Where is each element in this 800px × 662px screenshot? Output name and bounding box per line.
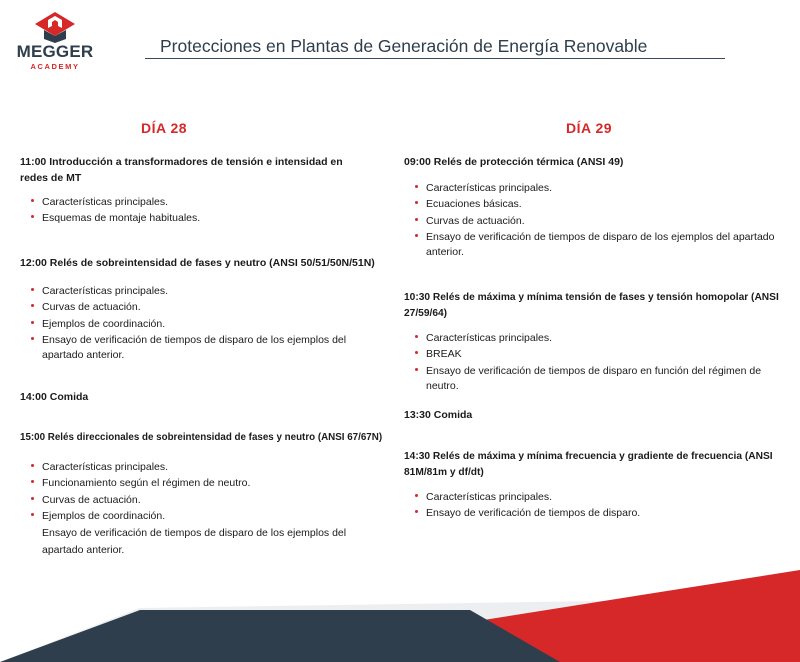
session-heading: 13:30 Comida [404,409,473,421]
list-item: Características principales. [404,181,784,196]
list-item: Características principales. [20,460,380,475]
session-items [404,490,774,521]
session-heading: 12:00 Relés de sobreintensidad de fases y neutro (ANSI 50/51/50N/51N) [20,257,375,269]
session-items [404,331,774,394]
page-title: Protecciones en Plantas de Generación de Energía Renovable [160,36,648,56]
list-item: Ejemplos de coordinación. [20,317,385,332]
list-item: Ecuaciones básicas. [404,197,784,212]
list-item: Esquemas de montaje habituales. [20,211,380,226]
list-item: Funcionamiento según el régimen de neutro. [20,476,380,491]
session-note: Ensayo de verificación de tiempos de disparo de los ejemplos del apartado anterior. [42,527,347,557]
list-item: BREAK [404,347,774,362]
day29-session-1430 [404,449,780,523]
logo-wordmark: MEGGER [16,42,94,61]
session-heading: 09:00 Relés de protección térmica (ANSI 49) [404,156,624,168]
session-items [20,284,385,363]
list-item: Curvas de actuación. [20,493,380,508]
session-items [20,195,380,226]
list-item: Características principales. [404,490,774,505]
day-28-heading: DÍA 28 [141,120,188,136]
day-29-heading: DÍA 29 [566,120,613,136]
logo-subtitle: ACADEMY [30,62,80,71]
list-item: Características principales. [20,195,380,210]
logo-emblem-icon [14,10,96,44]
day29-session-0900 [404,154,784,261]
session-heading: 14:00 Comida [20,391,89,403]
list-item: Ejemplos de coordinación. [20,509,380,524]
session-heading: 10:30 Relés de máxima y mínima tensión de fases y tensión homopolar (ANSI 27/59/64) [404,292,779,319]
list-item: Características principales. [20,284,385,299]
session-items [20,460,380,524]
list-item: Curvas de actuación. [20,300,385,315]
list-item: Ensayo de verificación de tiempos de disparo. [404,506,774,521]
megger-academy-logo [14,10,114,74]
list-item: Curvas de actuación. [404,214,784,229]
day28-session-1500 [20,430,400,559]
list-item: Ensayo de verificación de tiempos de disparo de los ejemplos del apartado anterior. [404,230,784,260]
day29-session-1330 [404,407,764,423]
session-items [404,181,784,260]
day28-session-1400 [20,389,380,405]
session-heading: 11:00 Introducción a transformadores de tensión e intensidad en redes de MT [20,156,343,184]
list-item: Características principales. [404,331,774,346]
title-divider [145,58,725,59]
list-item: Ensayo de verificación de tiempos de disparo de los ejemplos del apartado anterior. [20,333,385,363]
day28-session-1100 [20,154,380,228]
day29-session-1030 [404,290,780,395]
list-item: Ensayo de verificación de tiempos de disparo en función del régimen de neutro. [404,364,774,394]
session-heading: 14:30 Relés de máxima y mínima frecuencia y gradiente de frecuencia (ANSI 81M/81m y df/dt) [404,451,773,478]
day28-session-1200 [20,255,390,364]
session-heading: 15:00 Relés direccionales de sobreintensidad de fases y neutro (ANSI 67/67N) [20,432,383,443]
